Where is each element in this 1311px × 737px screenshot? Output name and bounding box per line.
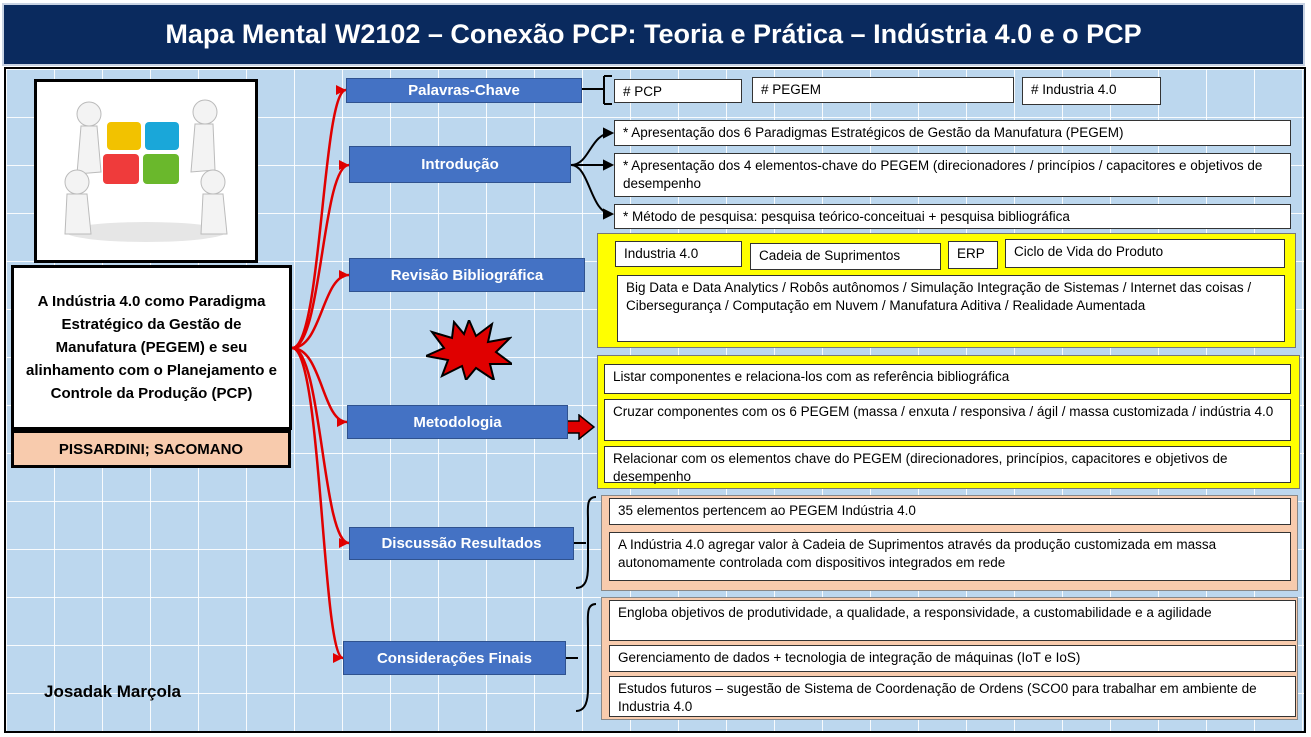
review-tag: ERP (948, 241, 998, 269)
node-introducao-label: Introdução (421, 156, 499, 173)
results-item: A Indústria 4.0 agregar valor à Cadeia de Suprimentos através da produção customizada em massa autonomamente controlada com dispositivos integrados em rede (609, 532, 1291, 581)
node-revisao-label: Revisão Bibliográfica (390, 266, 544, 284)
review-detail: Big Data e Data Analytics / Robôs autônomos / Simulação Integração de Sistemas / Internet das coisas / Cibersegurança / Computação em Nuvem / Manufatura Aditiva / Realidade Aumentada (617, 275, 1285, 342)
authors: PISSARDINI; SACOMANO (58, 440, 244, 458)
intro-item: * Apresentação dos 6 Paradigmas Estratégicos de Gestão da Manufatura (PEGEM) (614, 120, 1291, 146)
node-introducao (349, 146, 571, 183)
page-title: Mapa Mental W2102 – Conexão PCP: Teoria e Prática – Indústria 4.0 e o PCP (2, 3, 1305, 66)
review-tag: Ciclo de Vida do Produto (1005, 239, 1285, 268)
node-consideracoes-finais (343, 641, 566, 675)
authors-box (11, 430, 291, 468)
node-metodologia (347, 405, 568, 439)
explosion-icon (426, 320, 512, 380)
puzzle-teamwork-image (34, 79, 258, 263)
method-item: Listar componentes e relaciona-los com as referência bibliográfica (604, 364, 1291, 394)
node-revisao-bibliografica (349, 258, 585, 292)
keyword-tag: # PCP (614, 79, 742, 103)
method-item: Cruzar componentes com os 6 PEGEM (massa / enxuta / responsiva / ágil / massa customizada / indústria 4.0 (604, 399, 1291, 441)
node-metodologia-label: Metodologia (413, 413, 502, 431)
keyword-tag: # PEGEM (752, 77, 1014, 103)
review-tag: Industria 4.0 (615, 241, 742, 267)
node-palavras-chave (346, 78, 582, 103)
central-topic: A Indústria 4.0 como Paradigma Estratégico da Gestão de Manufatura (PEGEM) e seu alinhamento com o Planejamento e Controle da Produção (PCP) (26, 293, 277, 402)
central-topic-box (11, 265, 292, 430)
author-signature: Josadak Marçola (44, 682, 182, 701)
node-discussao-resultados (349, 527, 574, 560)
node-discussao-label: Discussão Resultados (381, 535, 542, 552)
keyword-tag: # Industria 4.0 (1022, 77, 1161, 105)
final-item: Estudos futuros – sugestão de Sistema de Coordenação de Ordens (SCO0 para trabalhar em ambiente de Industria 4.0 (609, 676, 1296, 717)
intro-item: * Método de pesquisa: pesquisa teórico-conceituai + pesquisa bibliográfica (614, 204, 1291, 229)
final-item: Gerenciamento de dados + tecnologia de integração de máquinas (IoT e IoS) (609, 645, 1296, 672)
node-consideracoes-label: Considerações Finais (376, 649, 533, 667)
results-item: 35 elementos pertencem ao PEGEM Indústria 4.0 (609, 498, 1291, 525)
method-item: Relacionar com os elementos chave do PEGEM (direcionadores, princípios, capacitores e objetivos de desempenho (604, 446, 1291, 483)
node-palavras-chave-label: Palavras-Chave (408, 82, 520, 99)
final-item: Engloba objetivos de produtividade, a qualidade, a responsividade, a customabilidade e a agilidade (609, 600, 1296, 641)
intro-item: * Apresentação dos 4 elementos-chave do PEGEM (direcionadores / princípios / capacitores e objetivos de desempenho (614, 153, 1291, 197)
review-tag: Cadeia de Suprimentos (750, 243, 941, 270)
